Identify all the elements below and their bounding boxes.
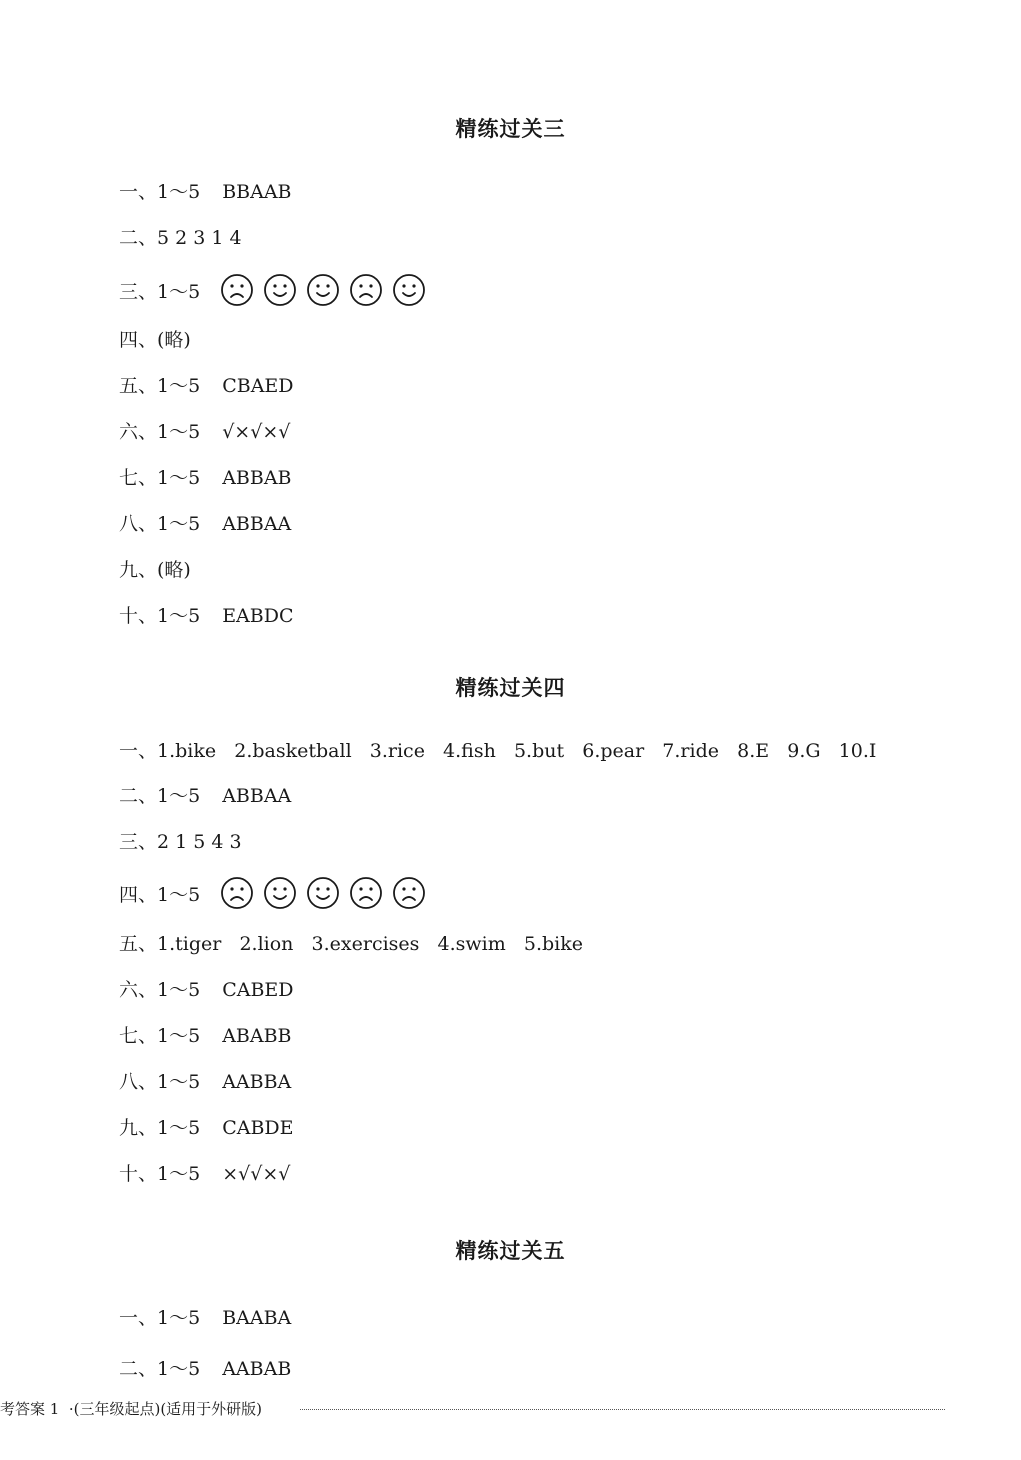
answer-text: BAABA [222,1307,292,1329]
answer-line [119,1160,290,1188]
answer-text: ABBAB [222,467,292,489]
answer-text: ABBAA [222,785,292,807]
answer-line [119,510,291,538]
sad-face-icon [349,876,383,910]
question-label: 三、2 1 5 4 3 [119,831,242,853]
happy-face-icon [263,876,297,910]
answer-line [119,326,191,354]
answer-line [119,1022,292,1050]
question-label: 九、1～5 [119,1117,201,1139]
answer-text: CABED [222,979,294,1001]
answer-line [119,372,294,400]
question-label: 八、1～5 [119,513,201,535]
question-label: 八、1～5 [119,1071,201,1093]
question-label: 六、1～5 [119,421,201,443]
answer-line [119,1355,291,1383]
question-label: 十、1～5 [119,1163,201,1185]
question-label: 二、1～5 [119,1358,201,1380]
answer-line [119,737,876,765]
question-label: 五、1.tiger 2.lion 3.exercises 4.swim 5.bike [119,933,583,955]
question-label: 四、1～5 [119,884,201,906]
section-title-3: 精练过关三 [455,116,566,141]
answer-text: AABBA [222,1071,292,1093]
page-footer [0,1398,1021,1422]
answer-text: AABAB [222,1358,292,1380]
question-label: 一、1～5 [119,181,201,203]
question-label: 一、1.bike 2.basketball 3.rice 4.fish 5.but 6.pear 7.ride 8.E 9.G 10.I [119,740,877,762]
answer-line [119,828,242,856]
answer-line [119,782,291,810]
answer-text: EABDC [222,605,294,627]
section-title-5: 精练过关五 [455,1238,566,1263]
sad-face-icon [220,876,254,910]
question-label: 三、1～5 [119,281,201,303]
question-label: 七、1～5 [119,467,201,489]
answer-line [119,464,292,492]
face-row [220,273,426,307]
answer-line [119,418,290,446]
question-label: 十、1～5 [119,605,201,627]
answer-line [119,976,294,1004]
question-label: 九、(略) [119,559,191,581]
question-label: 二、5 2 3 1 4 [119,227,242,249]
happy-face-icon [392,273,426,307]
answer-line [119,276,426,310]
question-label: 四、(略) [119,329,191,351]
footer-text: 考答案 1 ·(三年级起点)(适用于外研版) [0,1400,263,1418]
happy-face-icon [306,273,340,307]
happy-face-icon [263,273,297,307]
answer-text: BBAAB [222,181,292,203]
answer-text: ABBAA [222,513,292,535]
question-label: 一、1～5 [119,1307,201,1329]
answer-line [119,1114,294,1142]
answer-text: √×√×√ [222,421,291,443]
question-label: 六、1～5 [119,979,201,1001]
footer-dotted-rule [300,1409,945,1410]
answer-text: CABDE [222,1117,294,1139]
answer-text: ×√√×√ [222,1163,291,1185]
answer-text: CBAED [222,375,294,397]
sad-face-icon [220,273,254,307]
answer-line [119,602,294,630]
answer-line [119,556,191,584]
sad-face-icon [392,876,426,910]
section-title-4: 精练过关四 [455,675,566,700]
question-label: 七、1～5 [119,1025,201,1047]
answer-line [119,178,292,206]
answer-line [119,930,583,958]
answer-line [119,224,242,252]
answer-line [119,1068,291,1096]
answer-text: ABABB [222,1025,292,1047]
question-label: 二、1～5 [119,785,201,807]
answer-line [119,1304,291,1332]
question-label: 五、1～5 [119,375,201,397]
face-row [220,876,426,910]
sad-face-icon [349,273,383,307]
answer-line [119,879,426,913]
happy-face-icon [306,876,340,910]
